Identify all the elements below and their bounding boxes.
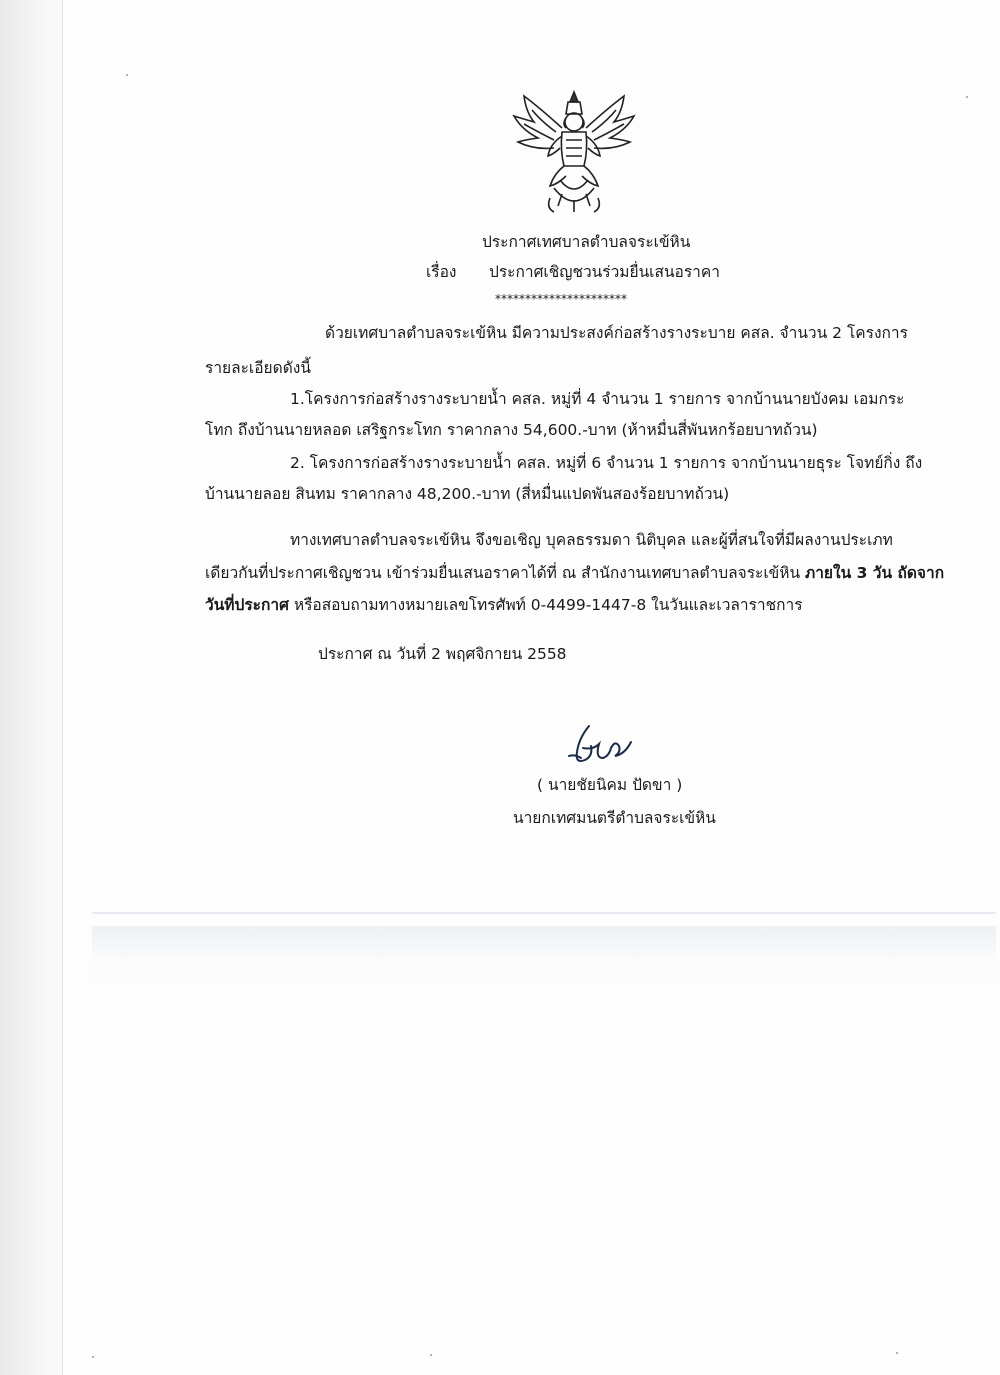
handwritten-signature — [565, 718, 645, 778]
invitation-line-2 — [205, 563, 944, 583]
intro-line-1: ด้วยเทศบาลตำบลจระเข้หิน มีความประสงค์ก่อสร้างรางระบาย คสล. จำนวน 2 โครงการ — [325, 324, 908, 342]
project-1-line-2: โทก ถึงบ้านนายหลอด เสริฐกระโทก ราคากลาง 54,600.-บาท (ห้าหมื่นสี่พันหกร้อยบาทถ้วน) — [205, 421, 818, 439]
scan-speck — [126, 74, 128, 76]
garuda-emblem-icon — [510, 88, 638, 218]
scan-speck — [430, 1354, 432, 1356]
scan-speck — [966, 96, 968, 98]
deadline-bold-text: ภายใน 3 วัน ถัดจาก — [805, 564, 945, 582]
contact-phone-text: หรือสอบถามทางหมายเลขโทรศัพท์ 0-4499-1447-8 ในวันและเวลาราชการ — [288, 596, 803, 614]
separator-asterisks: ********************** — [495, 292, 627, 306]
subject-text: ประกาศเชิญชวนร่วมยื่นเสนอราคา — [489, 263, 720, 281]
project-1-line-1: 1.โครงการก่อสร้างรางระบายน้ำ คสล. หมู่ที่ 4 จำนวน 1 รายการ จากบ้านนายบังคม เอมกระ — [290, 390, 905, 408]
scan-shadow-band — [92, 926, 996, 986]
signatory-title: นายกเทศมนตรีตำบลจระเข้หิน — [513, 809, 716, 827]
invitation-line-1: ทางเทศบาลตำบลจระเข้หิน จึงขอเชิญ บุคลธรรมดา นิติบุคล และผู้ที่สนใจที่มีผลงานประเภท — [290, 531, 893, 549]
announcement-date: ประกาศ ณ วันที่ 2 พฤศจิกายน 2558 — [318, 645, 567, 663]
subject-label: เรื่อง — [426, 263, 457, 281]
invitation-line-3 — [205, 595, 803, 615]
scan-left-margin — [0, 0, 63, 1375]
scan-speck — [896, 1352, 898, 1354]
scan-speck — [92, 1356, 94, 1358]
project-2-line-1: 2. โครงการก่อสร้างรางระบายน้ำ คสล. หมู่ที่ 6 จำนวน 1 รายการ จากบ้านนายธุระ โจทย์กิ่ง ถึง — [290, 454, 923, 472]
scan-fold-line — [92, 912, 996, 914]
invitation-line-2-text: เดียวกันที่ประกาศเชิญชวน เข้าร่วมยื่นเสนอราคาได้ที่ ณ สำนักงานเทศบาลตำบลจระเข้หิน — [205, 564, 806, 582]
announce-date-bold-text: วันที่ประกาศ — [205, 596, 289, 614]
signatory-name: ( นายชัยนิคม ปัดขา ) — [537, 776, 683, 794]
project-2-line-2: บ้านนายลอย สินทม ราคากลาง 48,200.-บาท (สี่หมื่นแปดพันสองร้อยบาทถ้วน) — [205, 485, 730, 503]
agency-title: ประกาศเทศบาลตำบลจระเข้หิน — [482, 233, 691, 251]
intro-line-2: รายละเอียดดังนี้ — [205, 359, 311, 377]
